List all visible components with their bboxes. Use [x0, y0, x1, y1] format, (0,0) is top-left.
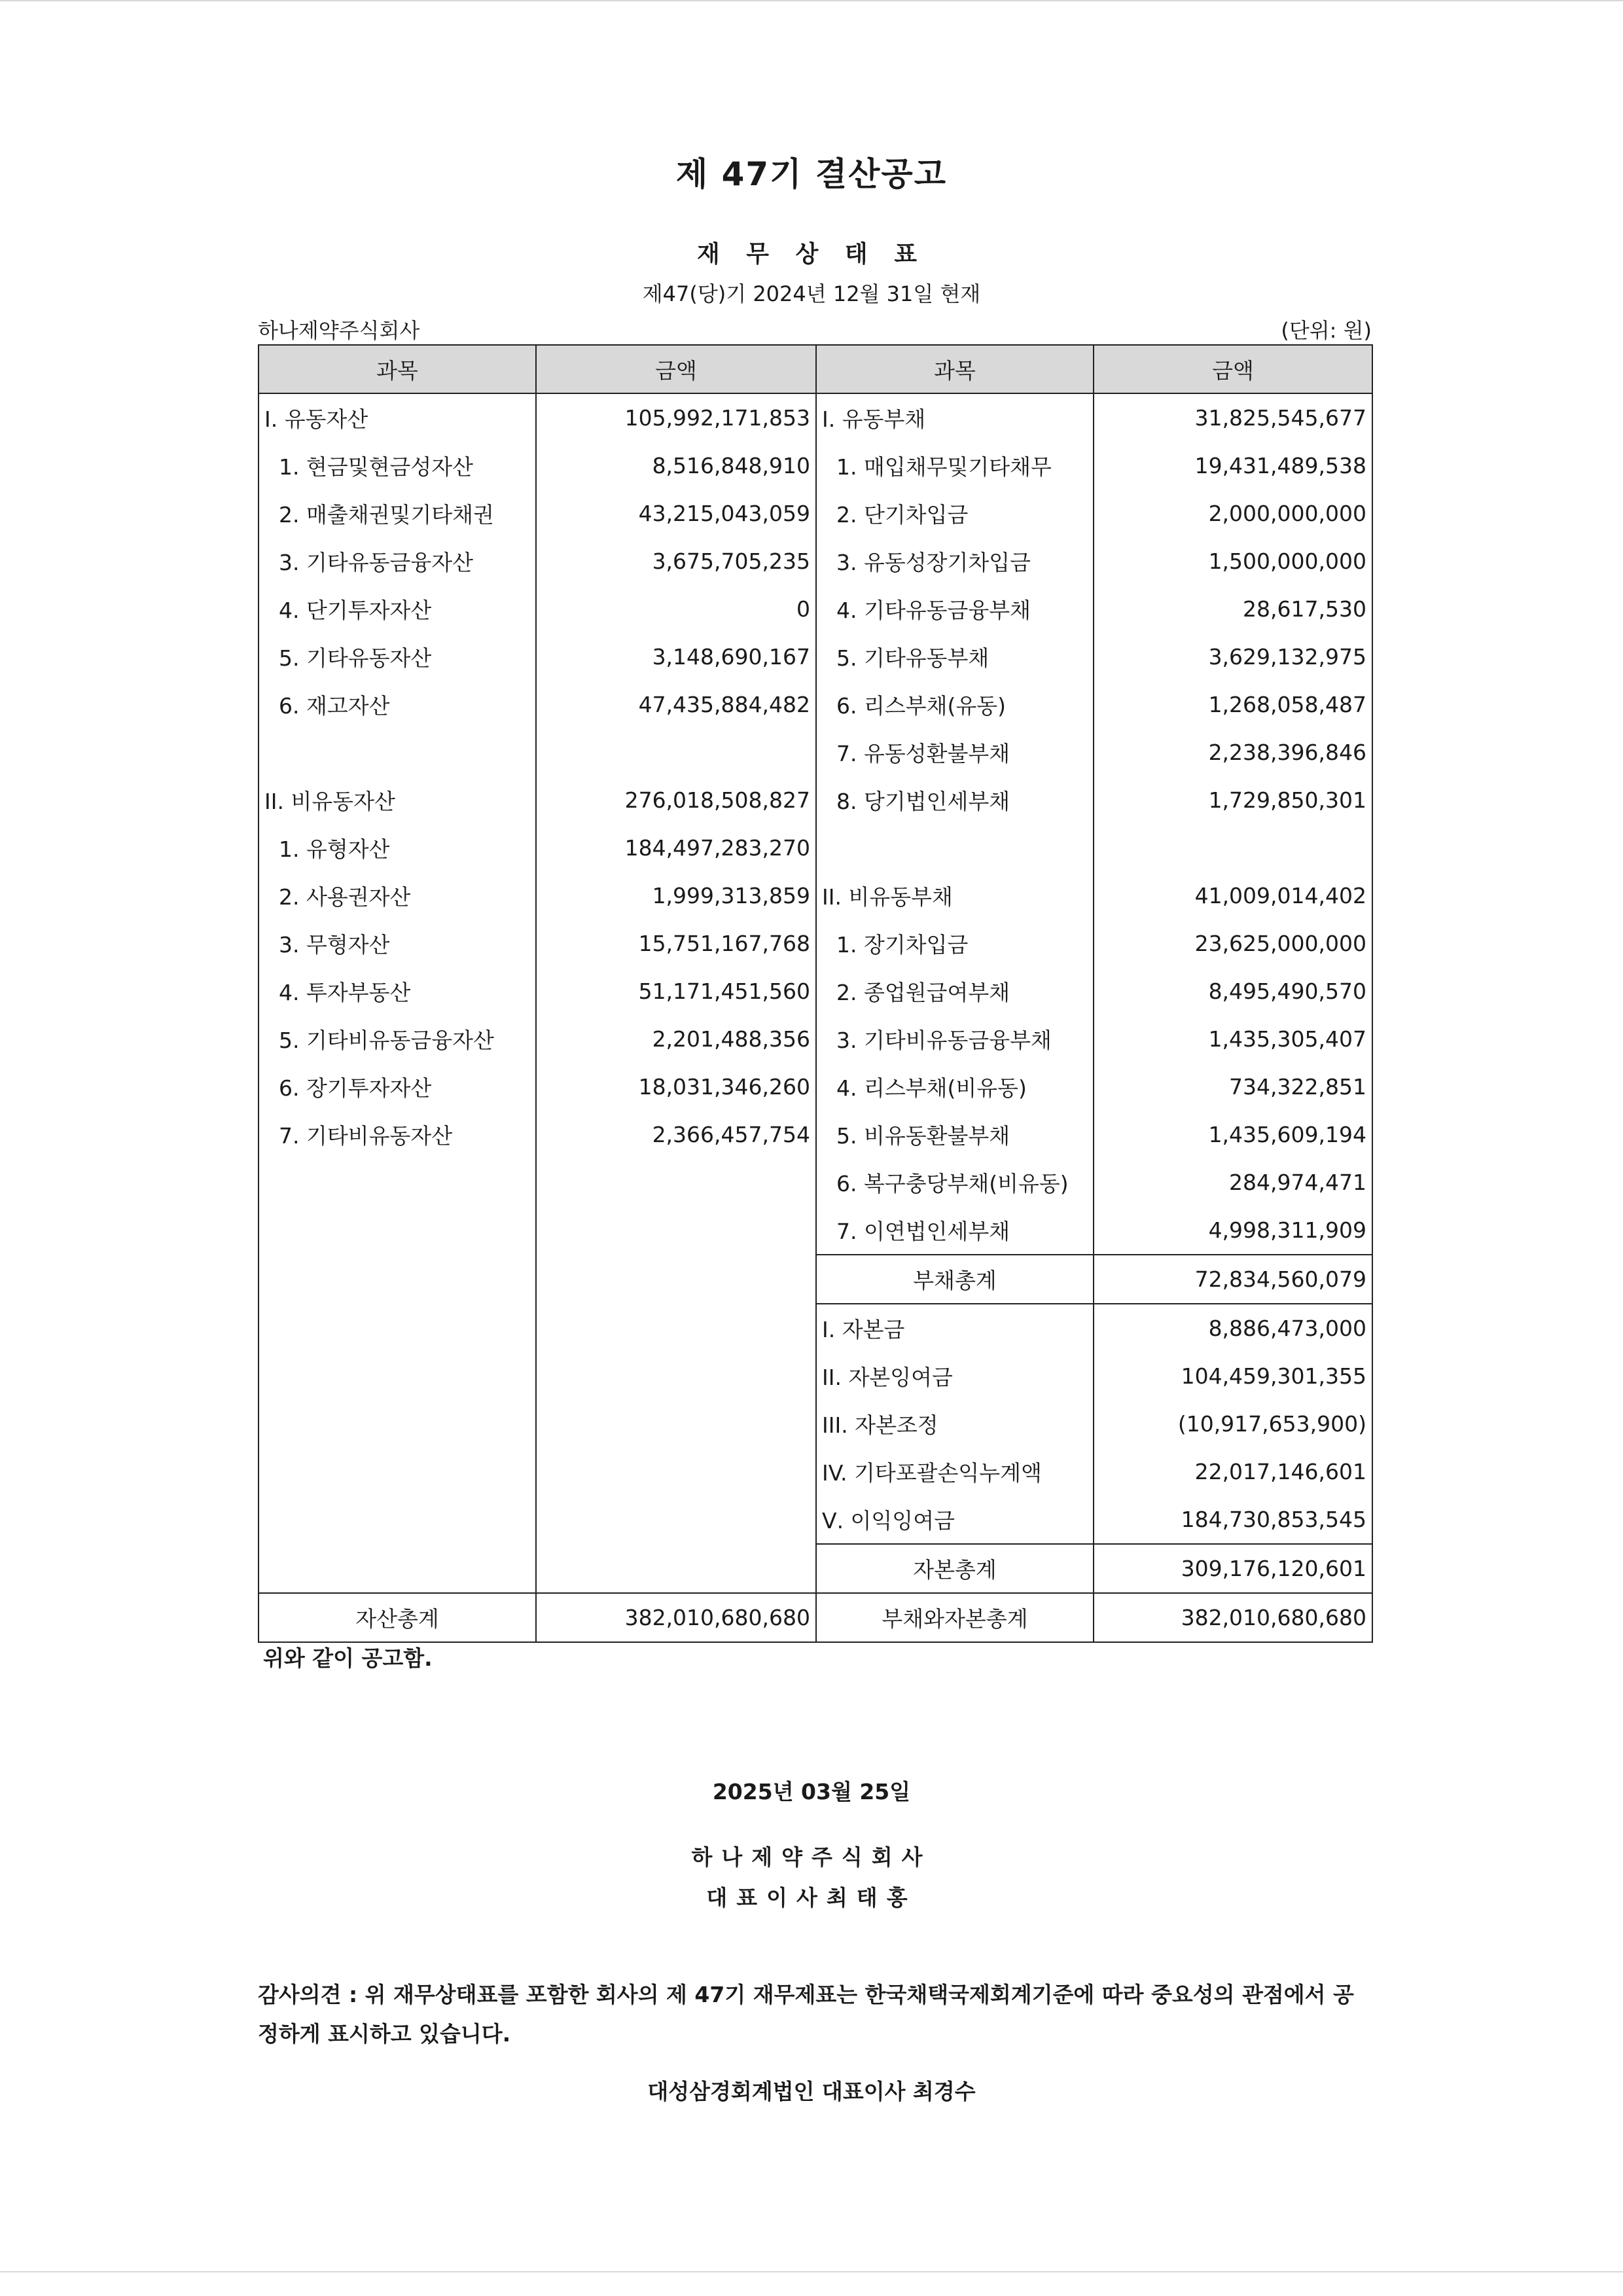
liab-item: 6. 복구충당부채(비유동)	[816, 1158, 1094, 1206]
table-row	[259, 824, 1372, 872]
liab-amount: 19,431,489,538	[1094, 442, 1372, 490]
asset-item: 2. 매출채권및기타채권	[259, 490, 536, 537]
liab-item: 6. 리스부채(유동)	[816, 681, 1094, 728]
asset-amount: 8,516,848,910	[536, 442, 816, 490]
asset-amount: 51,171,451,560	[536, 967, 816, 1015]
asset-item: 5. 기타유동자산	[259, 633, 536, 681]
asset-amount	[536, 1206, 816, 1255]
asset-item: II. 비유동자산	[259, 776, 536, 824]
asset-amount	[536, 1304, 816, 1352]
liab-item: 7. 이연법인세부채	[816, 1206, 1094, 1255]
table-row	[259, 920, 1372, 967]
liab-item: 1. 장기차입금	[816, 920, 1094, 967]
table-row	[259, 1015, 1372, 1063]
page-title: 제 47기 결산공고	[675, 155, 948, 193]
company-name: 하나제약주식회사	[258, 318, 420, 343]
liab-item: 2. 단기차입금	[816, 490, 1094, 537]
header-liab-amount: 금액	[1094, 345, 1372, 393]
table-row	[259, 1063, 1372, 1111]
table-header	[259, 345, 1372, 393]
equity-amount: (10,917,653,900)	[1094, 1400, 1372, 1448]
asset-item: 1. 현금및현금성자산	[259, 442, 536, 490]
asset-amount	[536, 728, 816, 776]
table-row	[259, 1352, 1372, 1400]
liab-amount: 734,322,851	[1094, 1063, 1372, 1111]
asset-item: 3. 기타유동금융자산	[259, 537, 536, 585]
liab-amount: 4,998,311,909	[1094, 1206, 1372, 1255]
liab-amount: 1,435,609,194	[1094, 1111, 1372, 1158]
table-row	[259, 1111, 1372, 1158]
asset-item	[259, 1496, 536, 1544]
table-row	[259, 1400, 1372, 1448]
liabilities-total-amount: 72,834,560,079	[1094, 1255, 1372, 1304]
asset-item	[259, 1448, 536, 1496]
equity-amount: 8,886,473,000	[1094, 1304, 1372, 1352]
asset-item	[259, 728, 536, 776]
statement-title: 재 무 상 태 표	[696, 241, 926, 268]
assets-total-label: 자산총계	[259, 1593, 536, 1642]
liab-amount: 3,629,132,975	[1094, 633, 1372, 681]
asset-item: 6. 재고자산	[259, 681, 536, 728]
table-row-liabilities-total	[259, 1255, 1372, 1304]
assets-total-amount: 382,010,680,680	[536, 1593, 816, 1642]
asset-amount: 43,215,043,059	[536, 490, 816, 537]
notice-date: 2025년 03월 25일	[712, 1779, 911, 1804]
table-row	[259, 633, 1372, 681]
company-unit-row	[258, 314, 1372, 342]
table-row	[259, 537, 1372, 585]
table-row	[259, 1206, 1372, 1255]
asset-item: 4. 투자부동산	[259, 967, 536, 1015]
asset-item	[259, 1352, 536, 1400]
asset-amount: 15,751,167,768	[536, 920, 816, 967]
asset-amount: 1,999,313,859	[536, 872, 816, 920]
asset-amount	[536, 1544, 816, 1593]
asset-amount: 0	[536, 585, 816, 633]
asset-item: 7. 기타비유동자산	[259, 1111, 536, 1158]
liab-item: 8. 당기법인세부채	[816, 776, 1094, 824]
asset-amount	[536, 1158, 816, 1206]
table-row-equity-total	[259, 1544, 1372, 1593]
signer-ceo: 대표이사최태홍	[706, 1885, 917, 1910]
liab-item: 4. 기타유동금융부채	[816, 585, 1094, 633]
liab-amount: 23,625,000,000	[1094, 920, 1372, 967]
asset-item: 4. 단기투자자산	[259, 585, 536, 633]
asset-amount	[536, 1255, 816, 1304]
asset-amount	[536, 1400, 816, 1448]
liab-amount: 1,729,850,301	[1094, 776, 1372, 824]
page-bottom-edge	[0, 2271, 1623, 2272]
table-row	[259, 490, 1372, 537]
liab-item: 4. 리스부채(비유동)	[816, 1063, 1094, 1111]
audit-opinion: 감사의견 : 위 재무상태표를 포함한 회사의 제 47기 재무제표는 한국채택국제회계기준에 따라 중요성의 관점에서 공정하게 표시하고 있습니다.	[258, 1982, 1354, 2047]
liab-amount: 31,825,545,677	[1094, 393, 1372, 442]
table-row	[259, 585, 1372, 633]
liab-item: 7. 유동성환불부채	[816, 728, 1094, 776]
liab-item: 5. 기타유동부채	[816, 633, 1094, 681]
table-row	[259, 681, 1372, 728]
table-row-grand-total	[259, 1593, 1372, 1642]
asset-amount: 18,031,346,260	[536, 1063, 816, 1111]
equity-amount: 104,459,301,355	[1094, 1352, 1372, 1400]
balance-sheet-table	[258, 344, 1373, 1643]
equity-amount: 184,730,853,545	[1094, 1496, 1372, 1544]
asset-amount	[536, 1352, 816, 1400]
header-asset-item: 과목	[259, 345, 536, 393]
equity-total-label: 자본총계	[816, 1544, 1094, 1593]
header-asset-amount: 금액	[536, 345, 816, 393]
liab-amount: 284,974,471	[1094, 1158, 1372, 1206]
reporting-period: 제47(당)기 2024년 12월 31일 현재	[642, 281, 981, 306]
liab-amount: 2,238,396,846	[1094, 728, 1372, 776]
liab-item: 2. 종업원급여부채	[816, 967, 1094, 1015]
liab-item: I. 유동부채	[816, 393, 1094, 442]
liabilities-equity-total-amount: 382,010,680,680	[1094, 1593, 1372, 1642]
table-row	[259, 1304, 1372, 1352]
liab-amount: 2,000,000,000	[1094, 490, 1372, 537]
asset-item	[259, 1544, 536, 1593]
asset-amount: 105,992,171,853	[536, 393, 816, 442]
table-row	[259, 967, 1372, 1015]
liab-amount: 28,617,530	[1094, 585, 1372, 633]
equity-item: II. 자본잉여금	[816, 1352, 1094, 1400]
asset-item	[259, 1304, 536, 1352]
asset-amount	[536, 1496, 816, 1544]
asset-item: I. 유동자산	[259, 393, 536, 442]
asset-amount: 47,435,884,482	[536, 681, 816, 728]
asset-amount: 3,148,690,167	[536, 633, 816, 681]
liab-item: II. 비유동부채	[816, 872, 1094, 920]
asset-item: 6. 장기투자자산	[259, 1063, 536, 1111]
asset-item	[259, 1400, 536, 1448]
liab-item: 3. 유동성장기차입금	[816, 537, 1094, 585]
asset-item: 2. 사용권자산	[259, 872, 536, 920]
asset-amount	[536, 1448, 816, 1496]
equity-item: I. 자본금	[816, 1304, 1094, 1352]
liab-amount: 1,268,058,487	[1094, 681, 1372, 728]
asset-amount: 276,018,508,827	[536, 776, 816, 824]
asset-item	[259, 1158, 536, 1206]
liab-item: 3. 기타비유동금융부채	[816, 1015, 1094, 1063]
asset-amount: 2,201,488,356	[536, 1015, 816, 1063]
liab-item: 1. 매입채무및기타채무	[816, 442, 1094, 490]
table-row	[259, 1496, 1372, 1544]
asset-amount: 184,497,283,270	[536, 824, 816, 872]
header-liab-item: 과목	[816, 345, 1094, 393]
auditor-name: 대성삼경회계법인 대표이사 최경수	[647, 2079, 976, 2104]
asset-item: 3. 무형자산	[259, 920, 536, 967]
table-row	[259, 1448, 1372, 1496]
equity-item: Ⅴ. 이익잉여금	[816, 1496, 1094, 1544]
signer-company: 하나제약주식회사	[691, 1844, 932, 1870]
asset-item: 5. 기타비유동금융자산	[259, 1015, 536, 1063]
asset-item	[259, 1206, 536, 1255]
asset-amount: 2,366,457,754	[536, 1111, 816, 1158]
liab-amount: 8,495,490,570	[1094, 967, 1372, 1015]
equity-amount: 22,017,146,601	[1094, 1448, 1372, 1496]
liab-amount	[1094, 824, 1372, 872]
liab-amount: 41,009,014,402	[1094, 872, 1372, 920]
liab-item: 5. 비유동환불부채	[816, 1111, 1094, 1158]
liabilities-total-label: 부채총계	[816, 1255, 1094, 1304]
unit-label: (단위: 원)	[1281, 318, 1372, 343]
asset-item	[259, 1255, 536, 1304]
table-row	[259, 728, 1372, 776]
liab-item	[816, 824, 1094, 872]
equity-item: IV. 기타포괄손익누계액	[816, 1448, 1094, 1496]
liab-amount: 1,435,305,407	[1094, 1015, 1372, 1063]
asset-amount: 3,675,705,235	[536, 537, 816, 585]
equity-total-amount: 309,176,120,601	[1094, 1544, 1372, 1593]
liab-amount: 1,500,000,000	[1094, 537, 1372, 585]
equity-item: III. 자본조정	[816, 1400, 1094, 1448]
table-row	[259, 393, 1372, 442]
table-row	[259, 776, 1372, 824]
table-row	[259, 442, 1372, 490]
table-row	[259, 872, 1372, 920]
liabilities-equity-total-label: 부채와자본총계	[816, 1593, 1094, 1642]
table-row	[259, 1158, 1372, 1206]
asset-item: 1. 유형자산	[259, 824, 536, 872]
page-top-edge	[0, 0, 1623, 1]
notice-text: 위와 같이 공고함.	[263, 1645, 433, 1671]
